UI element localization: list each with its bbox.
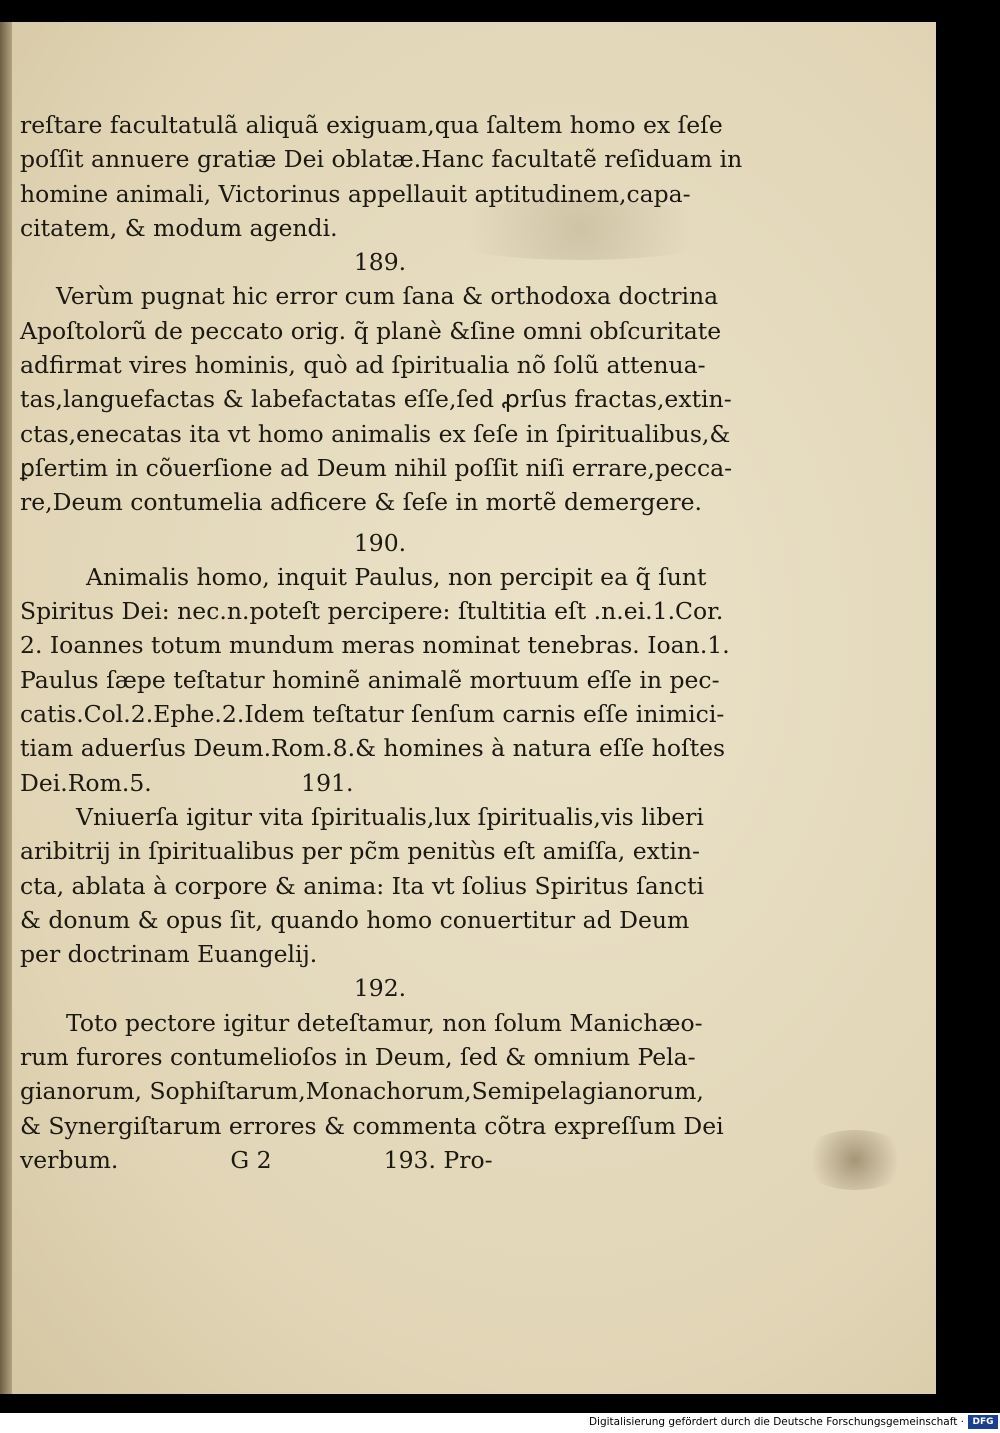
footer-credit: Digitalisierung gefördert durch die Deutsche Forschungsgemeinschaft · (588, 1416, 964, 1428)
text-line: tas,languefactas & labefactatas eſſe,ſed ꝓrſus fractas,extin- (20, 385, 732, 414)
text-line: re,Deum contumelia adficere & ſeſe in mortẽ demergere. (20, 488, 702, 517)
text-line: gianorum, Sophiſtarum,Monachorum,Semipelagianorum, (20, 1077, 704, 1106)
text-line: Animalis homo, inquit Paulus, non percipit ea q̃ ſunt (86, 562, 707, 591)
page-text (20, 108, 743, 1177)
text-line: ꝑſertim in cõuerſione ad Deum nihil poſſit niſi errare,pecca- (20, 453, 733, 482)
digitization-footer (0, 1413, 1000, 1433)
text-line: ctas,enecatas ita vt homo animalis ex ſeſe in ſpiritualibus,& (20, 419, 731, 448)
text-line: Spiritus Dei: nec.n.poteſt percipere: ſtultitia eſt .n.ei.1.Cor. (20, 597, 724, 626)
text-line: Verùm pugnat hic error cum ſana & orthodoxa doctrina (56, 282, 719, 311)
text-line: per doctrinam Euangelij. (20, 940, 318, 969)
text-line: 2. Ioannes totum mundum meras nominat tenebras. Ioan.1. (20, 631, 730, 660)
section-number: 190. (353, 528, 407, 557)
text-line: catis.Col.2.Ephe.2.Idem teſtatur ſenſum carnis eſſe inimici- (20, 700, 725, 729)
catchword-line: verbum. G 2 193. Pro- (20, 1145, 493, 1174)
text-line: Dei.Rom.5. 191. (20, 768, 354, 797)
page-binding-edge (0, 22, 12, 1394)
text-line: tiam aduerſus Deum.Rom.8.& homines à natura eſſe hoſtes (20, 734, 726, 763)
ink-smudge (800, 1130, 910, 1190)
text-line: reſtare facultatulã aliquã exiguam,qua ſaltem homo ex ſeſe (20, 111, 723, 139)
text-line: Apoſtolorũ de peccato orig. q̃ planè &ſine omni obſcuritate (20, 316, 722, 345)
text-line: homine animali, Victorinus appellauit aptitudinem,capa- (20, 179, 691, 208)
text-line: Paulus ſæpe teſtatur hominẽ animalẽ mortuum eſſe in pec- (20, 665, 720, 694)
dfg-logo-icon: DFG (968, 1415, 998, 1429)
text-line: cta, ablata à corpore & anima: Ita vt ſolius Spiritus ſancti (20, 871, 705, 900)
text-line: poſſit annuere gratiæ Dei oblatæ.Hanc facultatẽ reſiduam in (20, 145, 743, 174)
text-line: Vniuerſa igitur vita ſpiritualis,lux ſpiritualis,vis liberi (76, 802, 704, 831)
section-number: 189. (353, 248, 407, 277)
text-line: rum furores contumelioſos in Deum, ſed & omnium Pela- (20, 1043, 696, 1072)
text-line: Toto pectore igitur deteſtamur, non ſolum Manichæo- (66, 1008, 703, 1037)
text-line: & Synergiſtarum errores & commenta cõtra expreſſum Dei (20, 1111, 724, 1140)
section-number: 192. (353, 974, 407, 1003)
text-line: & donum & opus ſit, quando homo conuertitur ad Deum (20, 905, 690, 934)
text-line: adfirmat vires hominis, quò ad ſpiritualia nõ ſolũ attenua- (20, 351, 706, 380)
text-line: aribitrij in ſpiritualibus per pc̃m penitùs eſt amiſſa, extin- (20, 837, 700, 866)
text-line: citatem, & modum agendi. (20, 213, 338, 242)
